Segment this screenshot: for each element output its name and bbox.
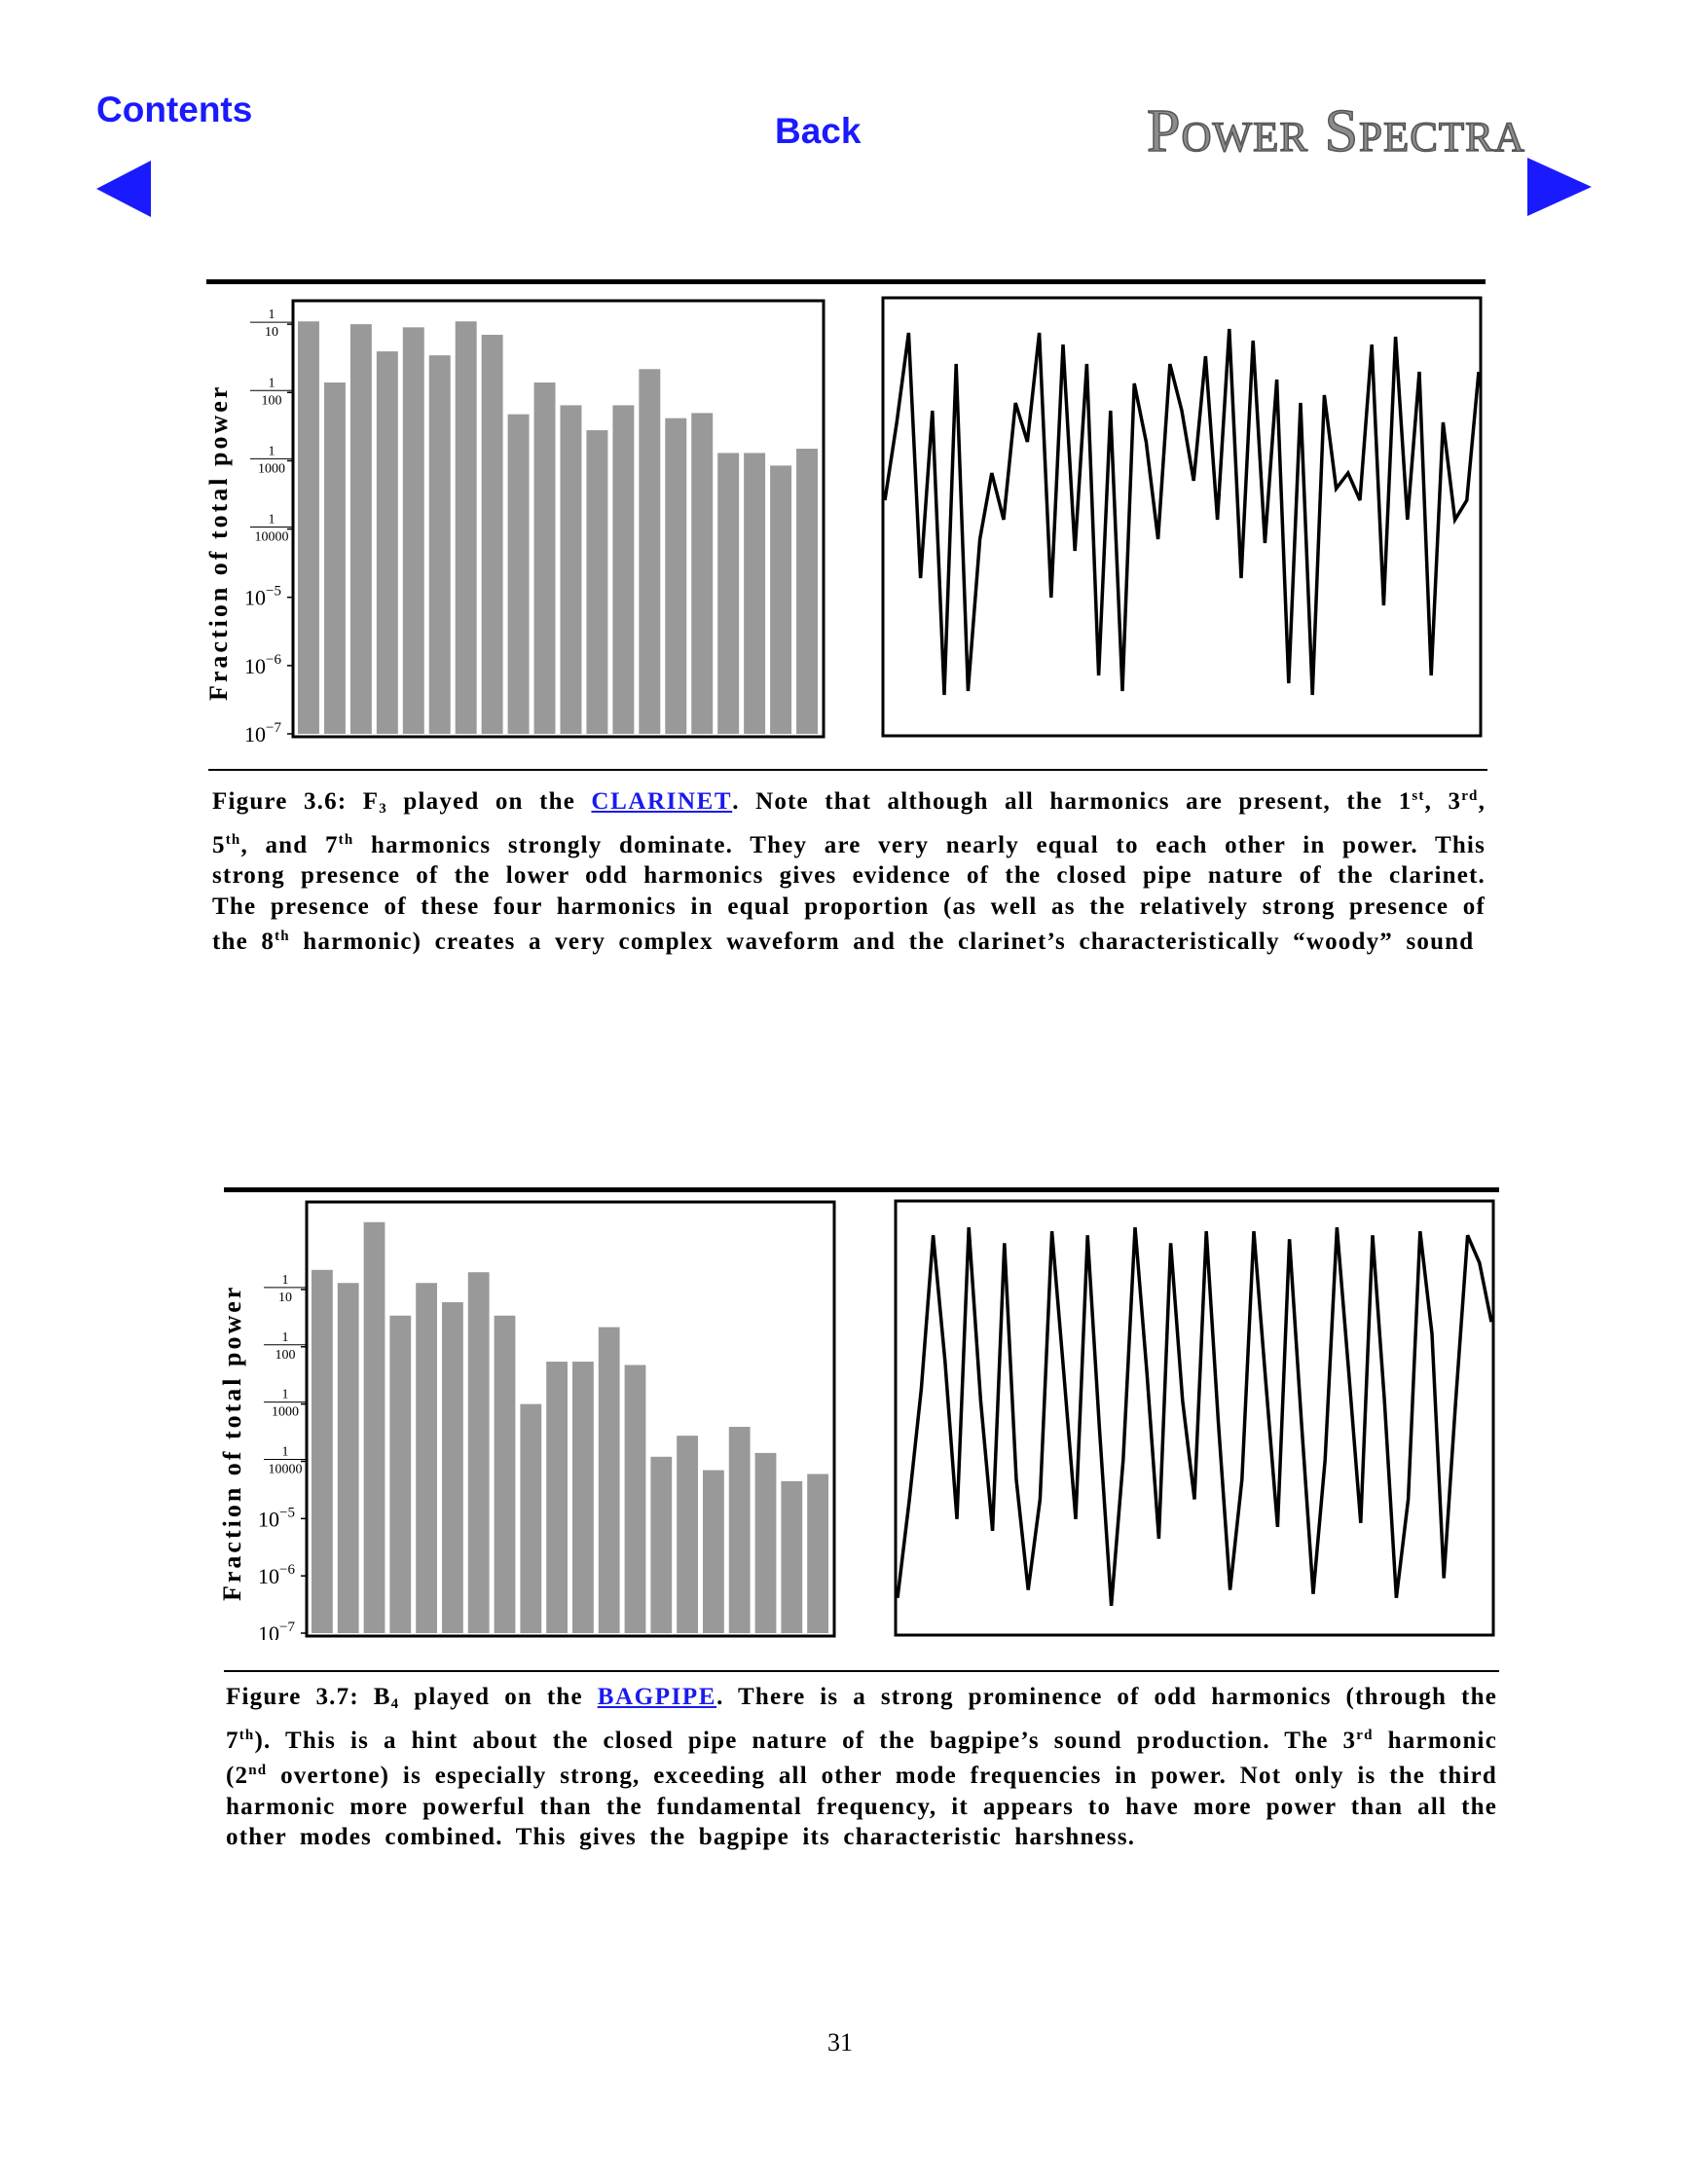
spectrum-bar — [338, 1283, 359, 1633]
figure-caption — [226, 1682, 1497, 1853]
waveform-chart — [894, 1199, 1497, 1639]
contents-link[interactable]: Contents — [96, 90, 253, 129]
ordinal-suffix: th — [225, 831, 241, 848]
y-tick-label: $10^{-6}$ — [244, 651, 281, 678]
caption-text: harmonics strongly dominate. They are very nearly equal to each other in power. This strong presence of the lower odd harmonics gives evidence of the closed pipe nature of the clarinet. The presence of these four harmonics in equal proportion (as well as the relatively strong presence of the 8 — [212, 831, 1486, 955]
spectrum-bar — [561, 405, 582, 734]
spectrum-bar — [650, 1457, 672, 1633]
prev-page-arrow-icon[interactable] — [94, 159, 153, 219]
spectrum-bar — [468, 1272, 490, 1633]
waveform-frame — [883, 298, 1481, 736]
y-tick-label: 1 — [281, 1329, 289, 1345]
spectrum-bar — [625, 1365, 646, 1633]
y-tick-label: 1 — [268, 308, 275, 323]
caption-top-rule — [208, 769, 1487, 771]
y-tick-label: 1000 — [272, 1404, 299, 1420]
y-axis-label: Fraction of total power — [218, 1284, 246, 1601]
spectrum-bar — [572, 1362, 594, 1633]
caption-label: Figure 3.7: — [226, 1684, 359, 1710]
spectrum-bar — [729, 1427, 751, 1633]
spectrum-bar — [482, 335, 503, 734]
y-tick-label: 100 — [261, 393, 282, 409]
ordinal-suffix: th — [275, 928, 290, 944]
spectrum-bar — [495, 1316, 516, 1633]
caption-label: Figure 3.6: — [212, 788, 348, 815]
caption-text: and 7 — [265, 831, 339, 858]
spectrum-bar — [703, 1471, 724, 1633]
spectrum-bar — [377, 351, 398, 734]
y-tick-label: $10^{-5}$ — [258, 1505, 295, 1532]
spectrum-bar — [456, 321, 477, 734]
y-tick-label: 1000 — [258, 461, 285, 477]
spectrum-bar — [796, 449, 818, 734]
y-tick-label: 10000 — [254, 529, 289, 545]
spectrum-bar — [744, 453, 765, 734]
y-tick-label: 10 — [278, 1290, 292, 1305]
spectrum-bar — [665, 419, 686, 734]
spectrum-bar — [534, 382, 556, 734]
y-tick-label: 1 — [268, 376, 275, 391]
y-axis-label: Fraction of total power — [204, 383, 233, 701]
ordinal-suffix: nd — [248, 1763, 268, 1778]
spectrum-bar — [520, 1404, 541, 1633]
back-link[interactable]: Back — [775, 111, 862, 151]
harmonic-number: 1 — [1398, 788, 1413, 815]
spectrum-bar — [781, 1481, 802, 1633]
figure-top-rule — [224, 1187, 1499, 1192]
spectrum-bar — [312, 1270, 333, 1633]
y-tick-label: 100 — [275, 1347, 296, 1363]
caption-text: played on the — [414, 1684, 583, 1710]
y-tick-label: $10^{-5}$ — [244, 583, 281, 610]
ordinal-suffix: th — [338, 831, 354, 848]
y-tick-label: $10^{-7}$ — [244, 720, 281, 745]
ordinal-suffix: rd — [1461, 788, 1479, 804]
spectrum-bar — [350, 324, 372, 734]
figure-caption: Figure 3.6: $F_3$ played on the CLARINET. Note that although all harmonics are present, the 1st, 3rd, 5th, and 7th harmonics strongly dominate. They are very nearly equal to each other in power. This strong presence of the lower odd harmonics gives evidence of the closed pipe nature of the clarinet. The presence of these four harmonics in equal proportion (as well as the relatively strong presence of the 8th harmonic) creates a very complex waveform and the clarinet’s characteristically “woody” sound — [212, 788, 1486, 955]
spectrum-bar — [324, 382, 346, 734]
spectrum-bar — [364, 1222, 385, 1633]
spectrum-bar — [508, 415, 530, 734]
spectrum-bar — [639, 369, 660, 734]
spectrum-bar — [599, 1328, 620, 1633]
y-tick-label: 1 — [268, 512, 275, 528]
ordinal-suffix: th — [239, 1727, 255, 1743]
y-tick-label: 10000 — [268, 1462, 303, 1477]
caption-text: played on the — [403, 788, 575, 815]
y-tick-label: 1 — [281, 1387, 289, 1402]
spectrum-bar — [755, 1453, 777, 1633]
caption-top-rule — [224, 1670, 1499, 1672]
y-tick-label: 1 — [281, 1272, 289, 1288]
spectrum-bar — [429, 355, 451, 734]
clarinet-link[interactable]: CLARINET — [591, 788, 733, 815]
spectrum-bar — [416, 1283, 437, 1633]
caption-text: . Note that although all harmonics are present, the — [732, 788, 1383, 815]
spectrum-bar — [586, 430, 607, 734]
y-tick-label: $10^{-6}$ — [258, 1562, 295, 1589]
y-tick-label: 1 — [281, 1444, 289, 1460]
spectrum-bar — [442, 1302, 463, 1633]
note-name: B — [373, 1684, 391, 1710]
note-octave: 4 — [390, 1696, 400, 1712]
caption-text: overtone) is especially strong, exceeding all other mode frequencies in power. Not only is the third harmonic more powerful than the fundamental frequency, it appears to have more power than all the other modes combined. This gives the bagpipe its characteristic harshness. — [226, 1763, 1497, 1850]
bagpipe-link[interactable]: BAGPIPE — [597, 1684, 717, 1710]
note-octave: 3 — [379, 801, 387, 817]
spectrum-bar — [612, 405, 634, 734]
caption-text: . There is a strong prominence of odd harmonics (through the 7 — [226, 1684, 1497, 1754]
caption-text: ). This is a hint about the closed pipe nature of the bagpipe’s sound production. The 3 — [254, 1727, 1357, 1754]
spectrum-bar — [546, 1362, 568, 1633]
ordinal-suffix: st — [1412, 788, 1425, 804]
y-tick-label: 10 — [265, 325, 278, 341]
waveform-chart — [881, 296, 1485, 740]
spectrum-bar — [717, 453, 739, 734]
next-page-arrow-icon[interactable] — [1525, 156, 1594, 218]
spectrum-bar — [807, 1474, 828, 1633]
harmonic-number: 5 — [212, 831, 226, 858]
spectrum-chart — [208, 1197, 851, 1640]
y-tick-label: 1 — [268, 444, 275, 459]
y-tick-label: $10^{-7}$ — [258, 1620, 295, 1640]
spectrum-bar — [403, 327, 424, 734]
caption-text: harmonic) creates a very complex waveform and the clarinet’s characteristically “woody” sound — [303, 928, 1475, 955]
figure-top-rule — [206, 279, 1486, 284]
ordinal-suffix: rd — [1356, 1727, 1374, 1743]
spectrum-chart — [195, 292, 837, 745]
spectrum-bar — [677, 1436, 698, 1633]
spectrum-bar — [691, 413, 713, 734]
spectrum-bar — [770, 465, 791, 734]
note-name: F — [362, 788, 380, 815]
spectrum-bar — [298, 321, 319, 734]
harmonic-number: 3 — [1448, 788, 1462, 815]
caption-text: harmonic (2 — [226, 1727, 1497, 1789]
spectrum-bar — [389, 1316, 411, 1633]
running-title: Power Spectra — [1147, 98, 1525, 164]
page-number: 31 — [827, 2028, 853, 2057]
y-axis-ticks — [258, 1273, 307, 1640]
y-axis-ticks — [244, 308, 293, 745]
waveform-frame — [896, 1201, 1493, 1635]
